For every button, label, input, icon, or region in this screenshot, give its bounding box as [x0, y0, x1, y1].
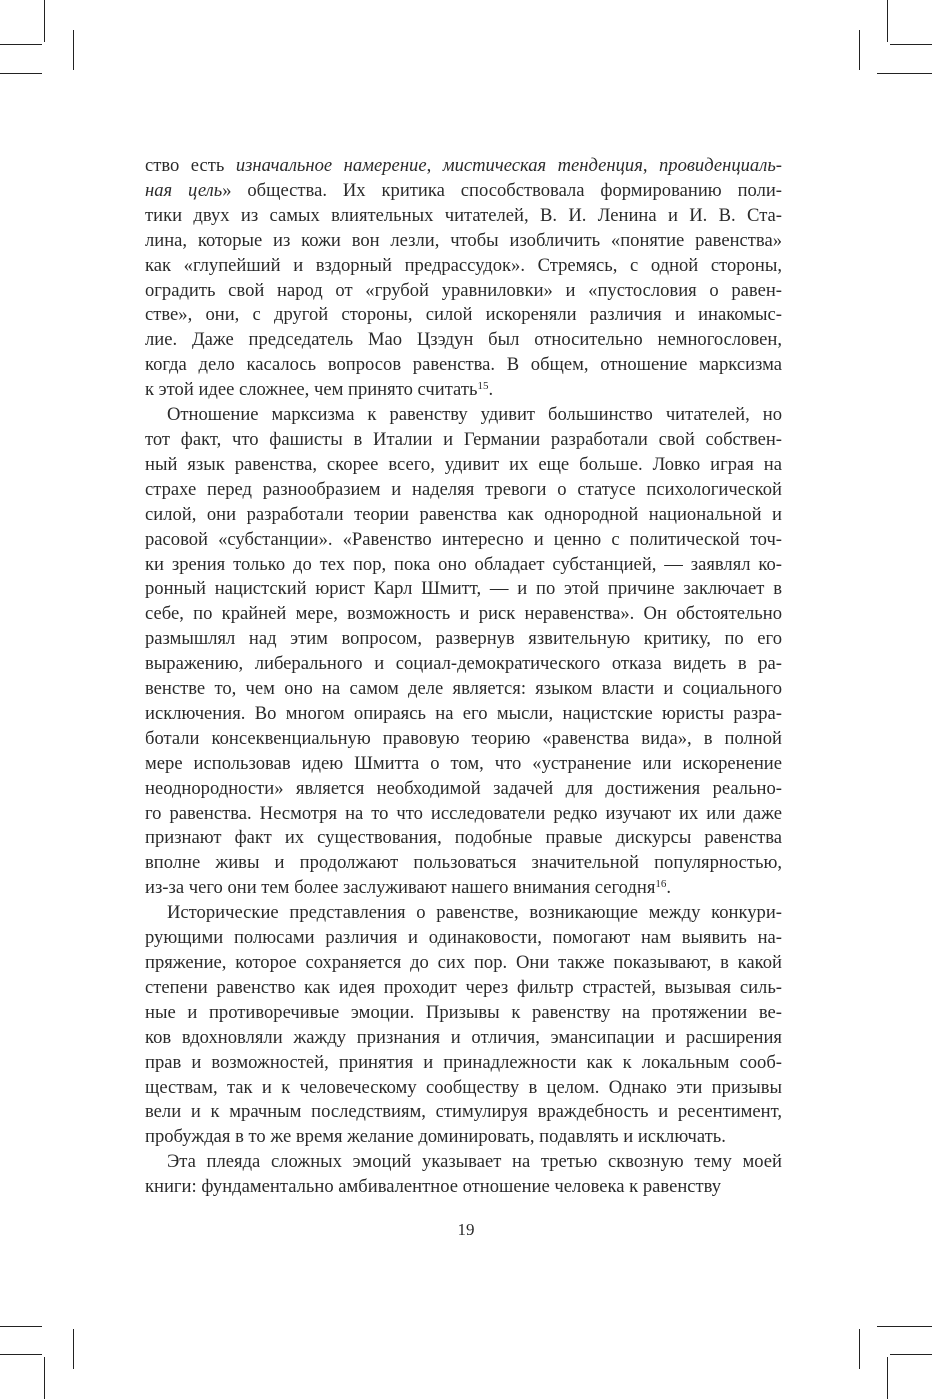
text-segment: стве», они, с другой стороны, силой искореняли различия и инакомыс-	[145, 304, 782, 326]
text-segment: ки зрения только до тех пор, пока оно обладает субстанцией, — заявлял ко-	[145, 553, 782, 575]
text-line	[145, 303, 782, 328]
text-segment: ронный нацистский юрист Карл Шмитт, — и по этой причине заключает в	[145, 578, 782, 600]
text-line	[145, 204, 782, 229]
text-segment: изначальное намерение	[235, 155, 427, 176]
text-segment: исключения. Во многом опираясь на его мысли, нацистские юристы разра-	[145, 702, 782, 724]
text-segment: выражению, либерального и социал-демократического отказа видеть в ра-	[145, 653, 782, 675]
body-text	[145, 154, 782, 1200]
text-segment: .	[666, 877, 672, 899]
crop-mark-top-left-h2	[0, 73, 42, 74]
crop-mark-bottom-left-h2	[0, 1354, 42, 1355]
crop-mark-top-right-h2	[877, 73, 932, 74]
text-segment: рующими полюсами различия и одинаковости, помогают нам выявить на-	[145, 927, 782, 949]
text-segment: степени равенство как идея проходит через фильтр страстей, вызывая силь-	[145, 976, 782, 998]
text-segment: ,	[426, 155, 443, 176]
text-line	[145, 1001, 782, 1026]
text-line	[145, 602, 782, 627]
text-segment: ная цель	[145, 179, 223, 201]
text-segment: ботали консеквенциальную правовую теорию «равенства вида», в полной	[145, 727, 782, 749]
text-segment: .	[488, 379, 494, 401]
footnote-ref[interactable]: 16	[655, 878, 667, 891]
text-line	[145, 1100, 782, 1125]
text-segment: к этой идее сложнее, чем принято считать	[145, 379, 478, 401]
paragraph	[145, 1150, 782, 1200]
text-line	[145, 652, 782, 677]
text-segment: лие. Даже председатель Мао Цзэдун был относительно немногословен,	[145, 329, 782, 351]
text-line	[145, 553, 782, 578]
text-line	[145, 777, 782, 802]
text-line	[145, 577, 782, 602]
text-segment: ные и противоречивые эмоции. Призывы к равенству на протяжении ве-	[145, 1001, 782, 1023]
text-segment: расовой «субстанции». «Равенство интересно и ценно с политической точ-	[145, 528, 782, 550]
text-line	[145, 802, 782, 827]
text-line	[145, 503, 782, 528]
crop-mark-bottom-right-h	[877, 1326, 932, 1327]
text-line	[145, 627, 782, 652]
text-segment: себе, по крайней мере, возможность и риск неравенства». Он обстоятельно	[145, 603, 782, 625]
text-segment: ,	[642, 155, 659, 176]
text-segment: страхе перед разнообразием и наделяя тревоги о статусе психологической	[145, 478, 782, 500]
text-segment: размышлял над этим вопросом, развернув язвительную критику, по его	[145, 628, 782, 650]
text-line	[145, 353, 782, 378]
text-line	[145, 453, 782, 478]
text-line	[145, 851, 782, 876]
crop-mark-top-right-h	[890, 44, 932, 45]
paragraph	[145, 403, 782, 901]
text-segment: признают факт их существования, подобные правые дискурсы равенства	[145, 827, 782, 849]
text-line	[145, 826, 782, 851]
text-line	[145, 428, 782, 453]
text-line	[145, 876, 782, 901]
text-segment: прав и возможностей, принятия и принадлежности как к локальным сооб-	[145, 1051, 782, 1073]
text-line	[145, 254, 782, 279]
crop-mark-bottom-left-h	[0, 1326, 42, 1327]
text-segment: пробуждая в то же время желание доминировать, подавлять и исключать.	[145, 1126, 726, 1148]
text-line	[145, 1125, 782, 1150]
text-segment: ществам, так и к человеческому сообществу в целом. Однако эти призывы	[145, 1076, 782, 1098]
text-line	[145, 154, 782, 179]
text-segment: ков вдохновляли жажду признания и отличия, эмансипации и расширения	[145, 1026, 782, 1048]
text-line	[145, 702, 782, 727]
text-segment: оградить свой народ от «грубой уравниловки» и «пустословия о равен-	[145, 279, 782, 301]
crop-mark-top-left-v2	[73, 30, 74, 70]
text-line	[145, 279, 782, 304]
text-segment: ство есть	[145, 155, 236, 176]
crop-mark-top-right-v	[887, 0, 888, 42]
text-segment: вели и к мрачным последствиям, стимулируя враждебность и ресентимент,	[145, 1101, 782, 1123]
text-segment: тики двух из самых влиятельных читателей, В. И. Ленина и И. В. Ста-	[145, 204, 782, 226]
crop-mark-top-left-v	[44, 0, 45, 42]
text-line	[145, 1051, 782, 1076]
crop-mark-top-left-h	[0, 44, 42, 45]
text-segment: го равенства. Несмотря на то что исследователи редко изучают их или даже	[145, 802, 782, 824]
text-line	[145, 528, 782, 553]
page-number: 19	[457, 1220, 475, 1239]
text-line	[145, 378, 782, 403]
crop-mark-bottom-left-v	[73, 1329, 74, 1369]
text-line	[145, 1150, 782, 1175]
text-segment: вполне живы и продолжают пользоваться значительной популярностью,	[145, 852, 782, 874]
text-segment: когда дело касалось вопросов равенства. В общем, отношение марксизма	[145, 354, 782, 376]
text-segment: Исторические представления о равенстве, возникающие между конкури-	[167, 902, 782, 924]
text-line	[145, 926, 782, 951]
text-segment: лина, которые из кожи вон лезли, чтобы изобличить «понятие равенства»	[145, 229, 782, 251]
text-line	[145, 328, 782, 353]
text-line	[145, 229, 782, 254]
text-segment: мере использовав идею Шмитта о том, что «устранение или искоренение	[145, 752, 782, 774]
text-line	[145, 901, 782, 926]
text-segment: » общества. Их критика способствовала формированию поли-	[222, 179, 782, 201]
paragraph	[145, 154, 782, 403]
crop-mark-bottom-right-h2	[890, 1354, 932, 1355]
text-line	[145, 677, 782, 702]
text-segment: тот факт, что фашисты в Италии и Германии разработали свой собствен-	[145, 428, 782, 450]
text-line	[145, 727, 782, 752]
text-segment: пряжение, которое сохраняется до сих пор. Они также показывают, в какой	[145, 952, 782, 973]
text-segment: венстве то, чем оно на самом деле является: языком власти и социального	[145, 678, 782, 700]
text-segment: из-за чего они тем более заслуживают нашего внимания сегодня	[145, 877, 656, 899]
text-line	[145, 179, 782, 204]
text-segment: силой, они разработали теории равенства как однородной национальной и	[145, 503, 782, 525]
crop-mark-top-right-v2	[859, 30, 860, 70]
footnote-ref[interactable]: 15	[477, 380, 489, 393]
text-line	[145, 1175, 782, 1200]
text-line	[145, 752, 782, 777]
text-segment: книги: фундаментально амбивалентное отношение человека к равенству	[145, 1176, 722, 1198]
text-segment: ный язык равенства, скорее всего, удивит их еще больше. Ловко играя на	[145, 453, 782, 475]
text-line	[145, 1076, 782, 1101]
text-line	[145, 403, 782, 428]
text-line	[145, 976, 782, 1001]
crop-mark-bottom-left-v2	[44, 1357, 45, 1399]
paragraph	[145, 901, 782, 1150]
text-segment: как «глупейший и вздорный предрассудок». Стремясь, с одной стороны,	[145, 254, 782, 276]
crop-mark-bottom-right-v	[859, 1329, 860, 1369]
crop-mark-bottom-right-v2	[887, 1357, 888, 1399]
text-segment: мистическая тенденция	[442, 155, 643, 176]
text-segment: Отношение марксизма к равенству удивит большинство читателей, но	[167, 404, 782, 426]
text-segment: провиденциаль-	[658, 155, 782, 176]
text-segment: Эта плеяда сложных эмоций указывает на третью сквозную тему моей	[167, 1151, 782, 1173]
text-line	[145, 478, 782, 503]
text-line	[145, 1026, 782, 1051]
text-line	[145, 951, 782, 976]
text-segment: неоднородности» является необходимой задачей для достижения реально-	[145, 777, 782, 799]
